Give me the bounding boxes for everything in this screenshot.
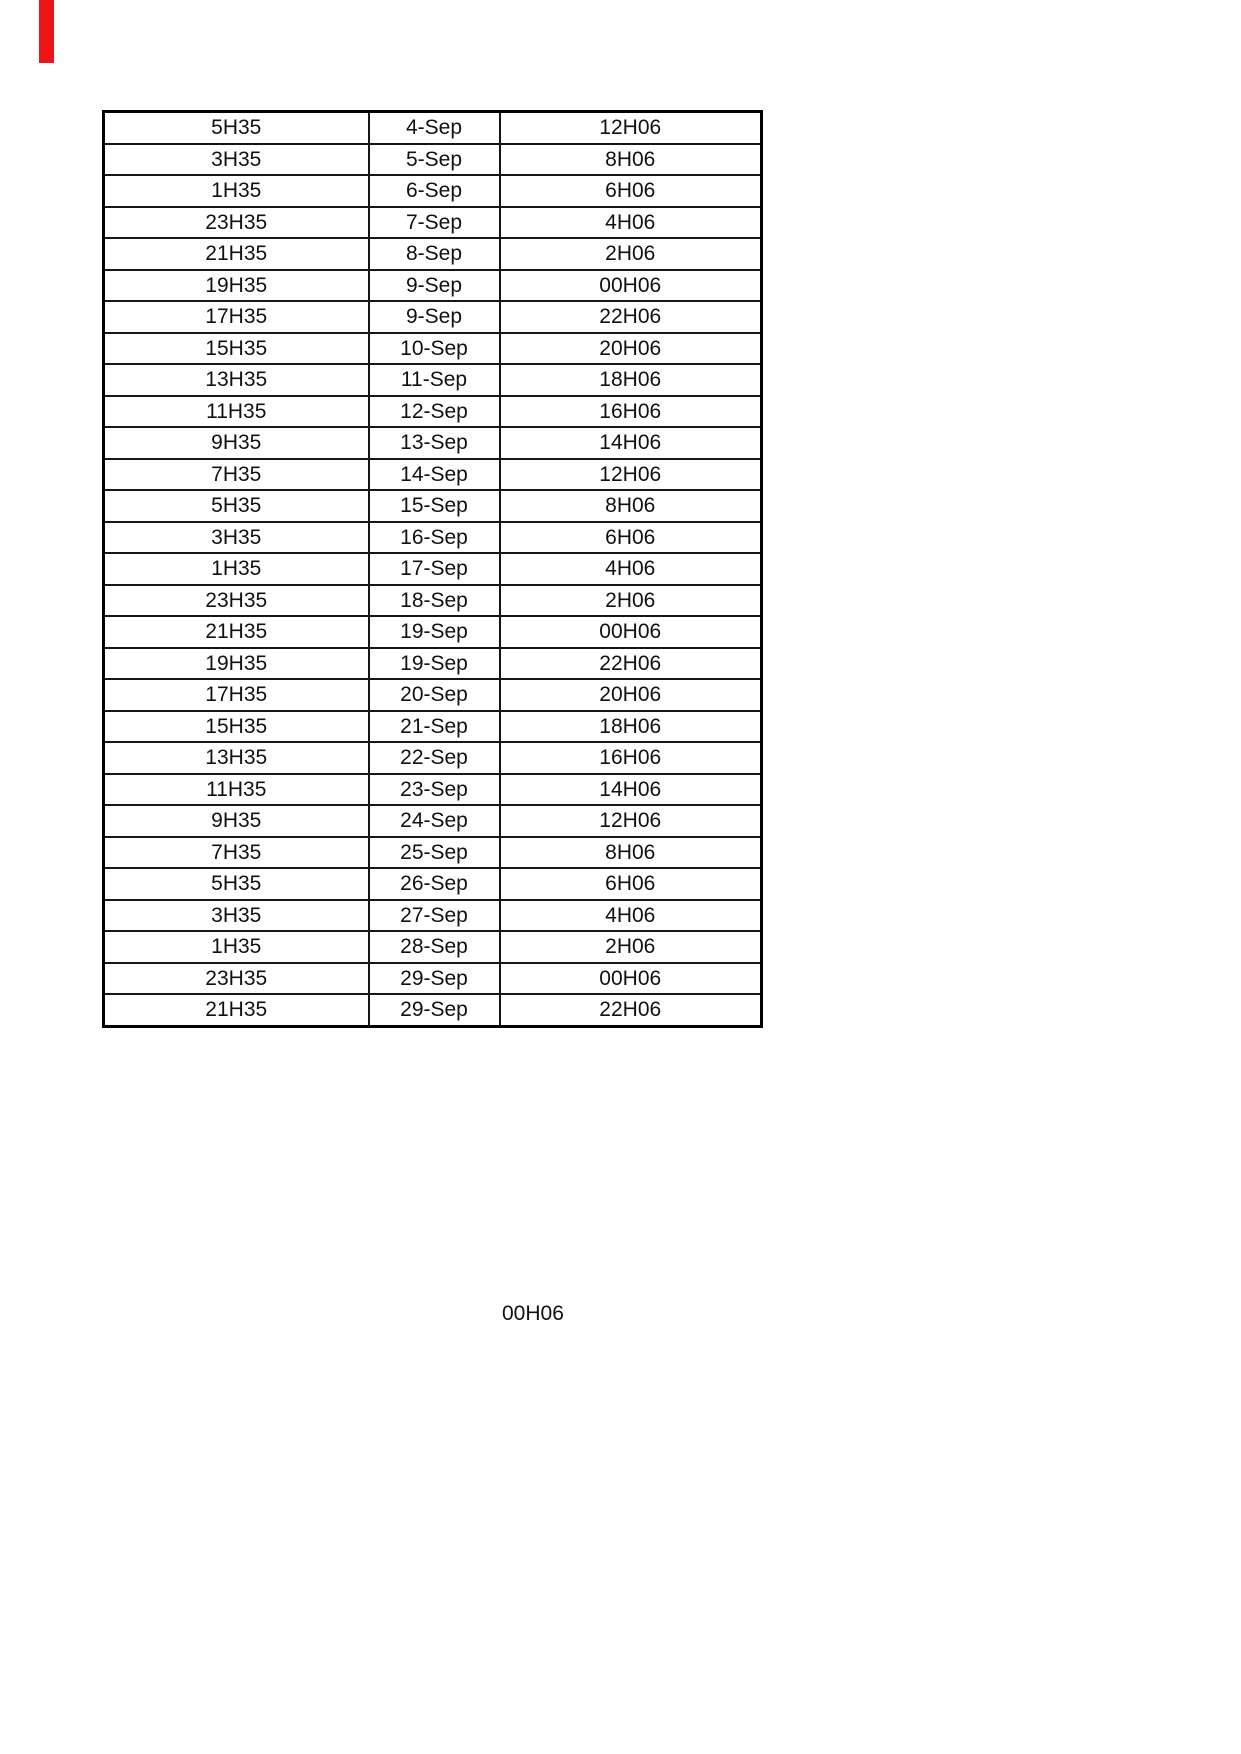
date-cell: 17-Sep xyxy=(369,553,500,585)
time-right-cell: 4H06 xyxy=(500,553,762,585)
time-right-cell: 18H06 xyxy=(500,364,762,396)
time-right-cell: 2H06 xyxy=(500,931,762,963)
date-cell: 5-Sep xyxy=(369,144,500,176)
time-right-cell: 22H06 xyxy=(500,301,762,333)
time-right-cell: 16H06 xyxy=(500,396,762,428)
date-cell: 4-Sep xyxy=(369,112,500,144)
time-right-cell: 4H06 xyxy=(500,207,762,239)
date-cell: 16-Sep xyxy=(369,522,500,554)
table-row xyxy=(104,301,762,333)
date-cell: 29-Sep xyxy=(369,963,500,995)
table-row xyxy=(104,774,762,806)
date-cell: 26-Sep xyxy=(369,868,500,900)
date-cell: 9-Sep xyxy=(369,301,500,333)
table-row xyxy=(104,490,762,522)
time-right-cell: 00H06 xyxy=(500,616,762,648)
table-row xyxy=(104,679,762,711)
date-cell: 27-Sep xyxy=(369,900,500,932)
table-row xyxy=(104,238,762,270)
date-cell: 24-Sep xyxy=(369,805,500,837)
date-cell: 28-Sep xyxy=(369,931,500,963)
time-right-cell: 6H06 xyxy=(500,522,762,554)
table-row xyxy=(104,994,762,1026)
time-left-cell: 17H35 xyxy=(104,679,369,711)
date-cell: 18-Sep xyxy=(369,585,500,617)
time-left-cell: 5H35 xyxy=(104,490,369,522)
date-cell: 14-Sep xyxy=(369,459,500,491)
time-right-cell: 6H06 xyxy=(500,868,762,900)
time-left-cell: 7H35 xyxy=(104,837,369,869)
table-row xyxy=(104,868,762,900)
date-cell: 15-Sep xyxy=(369,490,500,522)
red-marker xyxy=(39,0,54,63)
time-left-cell: 15H35 xyxy=(104,333,369,365)
table-row xyxy=(104,900,762,932)
table-row xyxy=(104,459,762,491)
table-row xyxy=(104,585,762,617)
time-right-cell: 8H06 xyxy=(500,837,762,869)
time-right-cell: 22H06 xyxy=(500,648,762,680)
time-right-cell: 00H06 xyxy=(500,270,762,302)
time-left-cell: 19H35 xyxy=(104,270,369,302)
date-cell: 22-Sep xyxy=(369,742,500,774)
time-left-cell: 23H35 xyxy=(104,963,369,995)
time-left-cell: 13H35 xyxy=(104,742,369,774)
time-right-cell: 8H06 xyxy=(500,490,762,522)
date-cell: 9-Sep xyxy=(369,270,500,302)
time-right-cell: 22H06 xyxy=(500,994,762,1026)
time-right-cell: 14H06 xyxy=(500,427,762,459)
table-row xyxy=(104,963,762,995)
time-left-cell: 23H35 xyxy=(104,585,369,617)
time-left-cell: 3H35 xyxy=(104,144,369,176)
table-row xyxy=(104,931,762,963)
table-row xyxy=(104,270,762,302)
time-right-cell: 8H06 xyxy=(500,144,762,176)
table-row xyxy=(104,648,762,680)
time-right-cell: 16H06 xyxy=(500,742,762,774)
date-cell: 20-Sep xyxy=(369,679,500,711)
schedule-table-body xyxy=(104,112,762,1027)
time-left-cell: 21H35 xyxy=(104,238,369,270)
date-cell: 8-Sep xyxy=(369,238,500,270)
table-row xyxy=(104,333,762,365)
date-cell: 13-Sep xyxy=(369,427,500,459)
table-row xyxy=(104,711,762,743)
time-left-cell: 11H35 xyxy=(104,396,369,428)
table-row xyxy=(104,144,762,176)
time-left-cell: 1H35 xyxy=(104,931,369,963)
time-right-cell: 00H06 xyxy=(500,963,762,995)
date-cell: 6-Sep xyxy=(369,175,500,207)
date-cell: 19-Sep xyxy=(369,648,500,680)
table-row xyxy=(104,207,762,239)
table-row xyxy=(104,427,762,459)
time-left-cell: 11H35 xyxy=(104,774,369,806)
time-right-cell: 4H06 xyxy=(500,900,762,932)
time-left-cell: 21H35 xyxy=(104,616,369,648)
time-left-cell: 21H35 xyxy=(104,994,369,1026)
time-left-cell: 23H35 xyxy=(104,207,369,239)
time-left-cell: 7H35 xyxy=(104,459,369,491)
time-right-cell: 2H06 xyxy=(500,585,762,617)
time-left-cell: 9H35 xyxy=(104,427,369,459)
table-row xyxy=(104,522,762,554)
footnote-label: 00H06 xyxy=(502,1302,564,1325)
table-row xyxy=(104,742,762,774)
time-left-cell: 5H35 xyxy=(104,868,369,900)
table-row xyxy=(104,553,762,585)
date-cell: 25-Sep xyxy=(369,837,500,869)
time-right-cell: 18H06 xyxy=(500,711,762,743)
time-right-cell: 20H06 xyxy=(500,333,762,365)
date-cell: 19-Sep xyxy=(369,616,500,648)
date-cell: 7-Sep xyxy=(369,207,500,239)
schedule-table xyxy=(102,110,763,1028)
table-row xyxy=(104,837,762,869)
table-row xyxy=(104,396,762,428)
time-left-cell: 1H35 xyxy=(104,175,369,207)
table-row xyxy=(104,616,762,648)
time-right-cell: 12H06 xyxy=(500,112,762,144)
time-left-cell: 1H35 xyxy=(104,553,369,585)
date-cell: 21-Sep xyxy=(369,711,500,743)
table-row xyxy=(104,364,762,396)
date-cell: 10-Sep xyxy=(369,333,500,365)
time-left-cell: 5H35 xyxy=(104,112,369,144)
time-left-cell: 17H35 xyxy=(104,301,369,333)
table-row xyxy=(104,805,762,837)
time-right-cell: 2H06 xyxy=(500,238,762,270)
time-right-cell: 20H06 xyxy=(500,679,762,711)
time-right-cell: 12H06 xyxy=(500,805,762,837)
table-row xyxy=(104,175,762,207)
date-cell: 23-Sep xyxy=(369,774,500,806)
time-left-cell: 3H35 xyxy=(104,522,369,554)
date-cell: 11-Sep xyxy=(369,364,500,396)
time-right-cell: 14H06 xyxy=(500,774,762,806)
time-left-cell: 15H35 xyxy=(104,711,369,743)
time-left-cell: 13H35 xyxy=(104,364,369,396)
time-right-cell: 12H06 xyxy=(500,459,762,491)
date-cell: 12-Sep xyxy=(369,396,500,428)
time-left-cell: 19H35 xyxy=(104,648,369,680)
time-left-cell: 3H35 xyxy=(104,900,369,932)
date-cell: 29-Sep xyxy=(369,994,500,1026)
table-row xyxy=(104,112,762,144)
time-left-cell: 9H35 xyxy=(104,805,369,837)
time-right-cell: 6H06 xyxy=(500,175,762,207)
